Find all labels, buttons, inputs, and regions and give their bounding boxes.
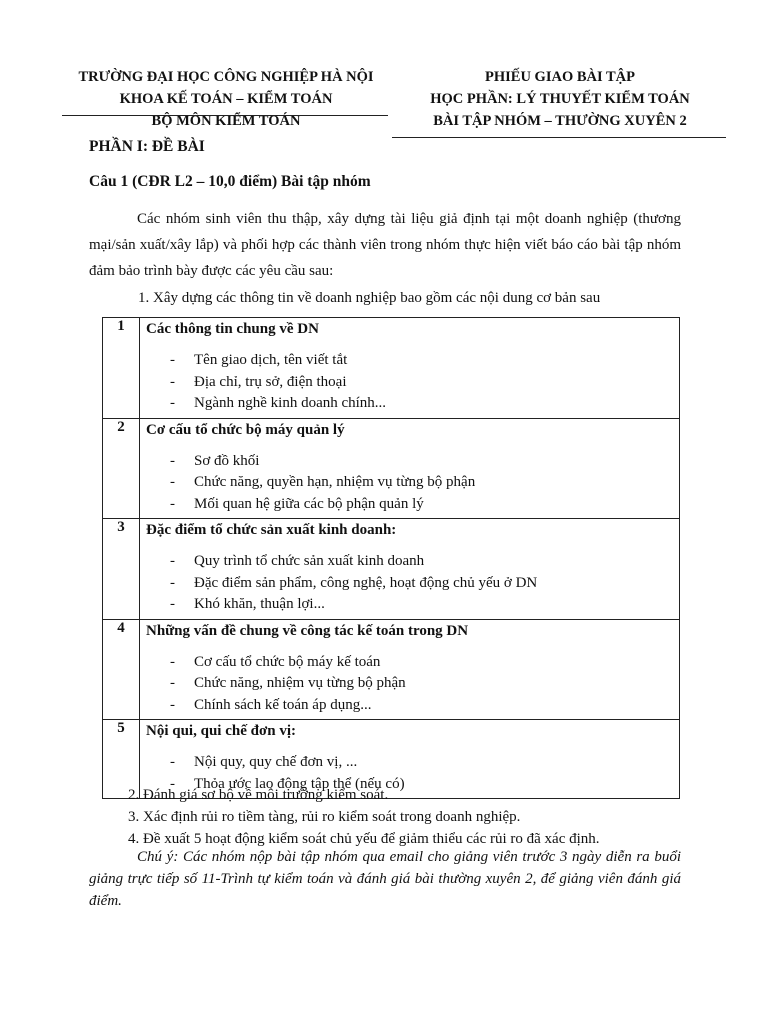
header-right-divider [392, 137, 726, 138]
intro-paragraph: Các nhóm sinh viên thu thập, xây dựng tài liệu giả định tại một doanh nghiệp (thương mại/sản xuất/xây lắp) và phối hợp các thành viên trong nhóm thực hiện viết báo cáo bài tập nhóm đảm bảo trình bày được các yêu cầu sau: [89, 211, 681, 279]
question-title: Câu 1 (CĐR L2 – 10,0 điểm) Bài tập nhóm [89, 173, 371, 190]
list-item: - Đặc điểm sản phẩm, công nghệ, hoạt động chủ yếu ở DN [170, 573, 679, 595]
course-name: HỌC PHẦN: LÝ THUYẾT KIỂM TOÁN [430, 91, 690, 107]
list-item: - Địa chỉ, trụ sở, điện thoại [170, 372, 679, 394]
university-name: TRƯỜNG ĐẠI HỌC CÔNG NGHIỆP HÀ NỘI [78, 69, 374, 85]
list-item: - Quy trình tổ chức sản xuất kinh doanh [170, 551, 679, 573]
list-item: - Sơ đồ khối [170, 451, 679, 473]
row-title: Cơ cấu tổ chức bộ máy quản lý [146, 421, 345, 438]
table-row [103, 619, 680, 720]
requirement-item-4: 4. Đề xuất 5 hoạt động kiểm soát chủ yếu để giảm thiểu các rủi ro đã xác định. [128, 831, 600, 847]
row-number: 5 [103, 720, 140, 799]
faculty-name: KHOA KẾ TOÁN – KIỂM TOÁN [119, 91, 333, 107]
row-bullet-list [140, 451, 679, 516]
row-title: Các thông tin chung về DN [146, 321, 319, 337]
section-title: PHẦN I: ĐỀ BÀI [89, 138, 205, 155]
row-title: Những vấn đề chung về công tác kế toán trong DN [146, 622, 469, 639]
list-item: - Chức năng, quyền hạn, nhiệm vụ từng bộ phận [170, 472, 679, 494]
row-number: 1 [103, 318, 140, 419]
row-title: Đặc điểm tổ chức sản xuất kinh doanh: [146, 522, 397, 538]
list-item: - Chức năng, nhiệm vụ từng bộ phận [170, 673, 679, 695]
header-right [400, 66, 720, 132]
list-item: - Tên giao dịch, tên viết tắt [170, 350, 679, 372]
note-paragraph: Chú ý: Các nhóm nộp bài tập nhóm qua email cho giảng viên trước 3 ngày diễn ra buổi giảng trực tiếp số 11-Trình tự kiểm toán và đánh giá bài thường xuyên 2, để giảng viên đánh giá điểm. [89, 849, 681, 909]
list-item: - Nội quy, quy chế đơn vị, ... [170, 752, 679, 774]
list-item: - Ngành nghề kinh doanh chính... [170, 393, 679, 415]
assignment-name: BÀI TẬP NHÓM – THƯỜNG XUYÊN 2 [433, 113, 687, 129]
requirement-item-2: 2. Đánh giá sơ bộ về môi trường kiểm soát. [128, 787, 389, 803]
list-item: - Cơ cấu tổ chức bộ máy kế toán [170, 652, 679, 674]
requirements-list [128, 784, 600, 850]
department-name: BỘ MÔN KIỂM TOÁN [151, 113, 301, 129]
row-bullet-list [140, 652, 679, 717]
list-item: - Chính sách kế toán áp dụng... [170, 695, 679, 717]
row-content [140, 619, 680, 720]
table-row [103, 519, 680, 620]
row-content [140, 418, 680, 519]
row-bullet-list [140, 350, 679, 415]
header-left-divider [62, 115, 388, 116]
requirement-item-3: 3. Xác định rủi ro tiềm tàng, rủi ro kiểm soát trong doanh nghiệp. [128, 809, 521, 825]
header-left [62, 66, 390, 132]
requirement-item-1: 1. Xây dựng các thông tin về doanh nghiệp bao gồm các nội dung cơ bản sau [138, 290, 601, 306]
list-item: - Mối quan hệ giữa các bộ phận quản lý [170, 494, 679, 516]
row-content [140, 318, 680, 419]
row-bullet-list [140, 551, 679, 616]
row-number: 4 [103, 619, 140, 720]
table-row [103, 418, 680, 519]
list-item: - Khó khăn, thuận lợi... [170, 594, 679, 616]
row-number: 2 [103, 418, 140, 519]
enterprise-info-table [102, 317, 680, 799]
row-content [140, 519, 680, 620]
table-row [103, 318, 680, 419]
row-number: 3 [103, 519, 140, 620]
list-item: - Thỏa ước lao động tập thể (nếu có) [170, 774, 679, 796]
row-title: Nội qui, qui chế đơn vị: [146, 723, 297, 739]
document-title: PHIẾU GIAO BÀI TẬP [485, 69, 635, 85]
